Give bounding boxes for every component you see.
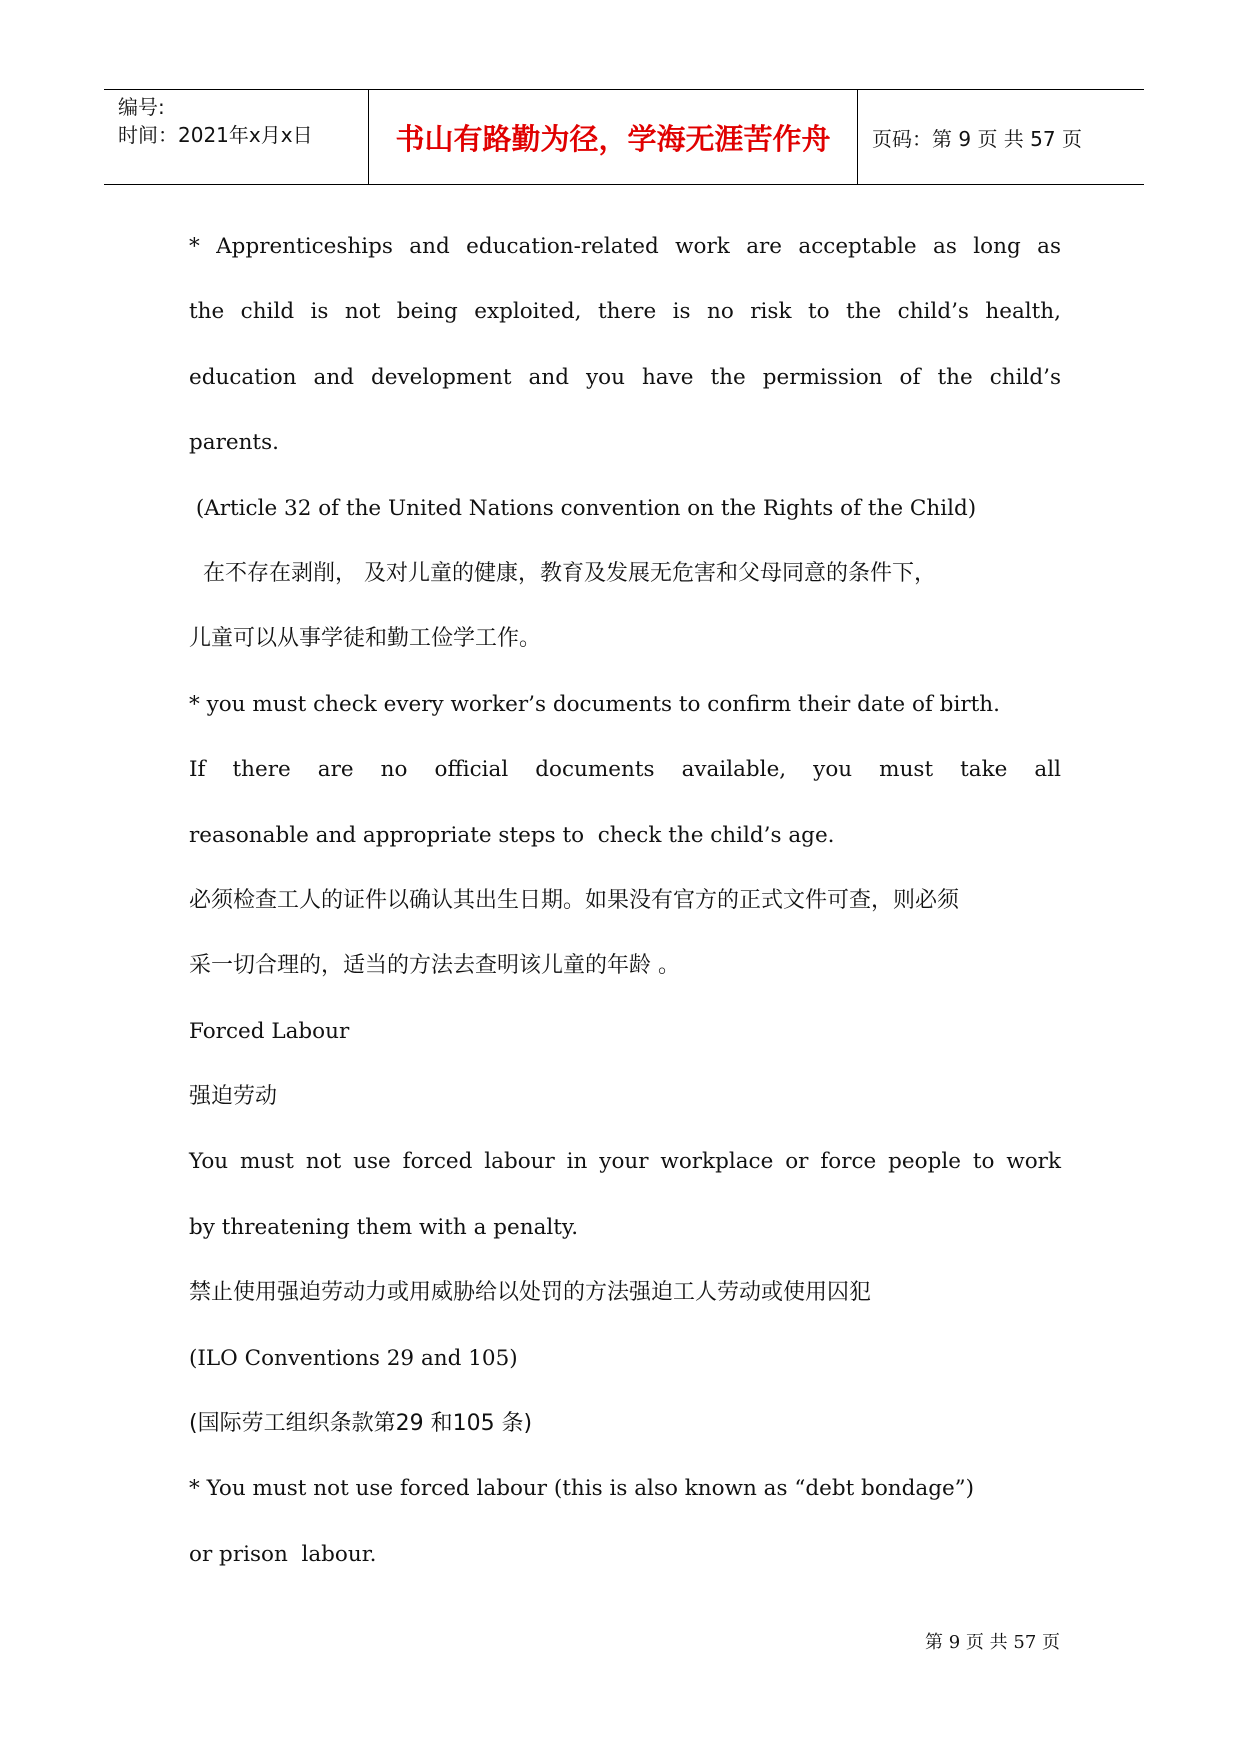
- body-line: (Article 32 of the United Nations convention on the Rights of the Child): [189, 495, 977, 521]
- header-page-cell: [858, 90, 1144, 184]
- page-footer: 第 9 页 共 57 页: [925, 1632, 1060, 1653]
- body-line: * you must check every worker’s documents to confirm their date of birth.: [189, 691, 1000, 717]
- body-line: * You must not use forced labour (this is also known as “debt bondage”): [189, 1476, 975, 1502]
- header-motto-cell: [368, 90, 858, 184]
- section-heading: Forced Labour: [189, 1018, 350, 1044]
- page-info: 页码：第 9 页 共 57 页: [872, 126, 1082, 151]
- body-line: education and development and you have the permission of the child’s: [189, 364, 1061, 390]
- document-header: [104, 89, 1144, 185]
- time-label: 时间：2021年x月x日: [118, 123, 313, 147]
- body-line: 采一切合理的，适当的方法去查明该儿童的年龄 。: [189, 953, 680, 979]
- body-line: or prison labour.: [189, 1541, 377, 1567]
- body-line: reasonable and appropriate steps to check the child’s age.: [189, 822, 835, 848]
- body-line: If there are no official documents available, you must take all: [189, 757, 1061, 783]
- body-line: * Apprenticeships and education-related work are acceptable as long as: [189, 234, 1061, 259]
- body-line: 必须检查工人的证件以确认其出生日期。如果没有官方的正式文件可查，则必须: [189, 887, 960, 913]
- header-meta-cell: [104, 90, 368, 184]
- body-line: You must not use forced labour in your workplace or force people to work: [189, 1149, 1061, 1175]
- body-line: 在不存在剥削， 及对儿童的健康，教育及发展无危害和父母同意的条件下，: [189, 560, 936, 586]
- body-line: (国际劳工组织条款第29 和105 条): [189, 1411, 533, 1437]
- document-body: [189, 214, 1061, 1587]
- motto-text: 书山有路勤为径，学海无涯苦作舟: [395, 121, 831, 156]
- number-label: 编号:: [118, 95, 165, 119]
- body-line: the child is not being exploited, there is no risk to the child’s health,: [189, 299, 1061, 325]
- body-line: (ILO Conventions 29 and 105): [189, 1345, 518, 1371]
- body-line: 禁止使用强迫劳动力或用威胁给以处罚的方法强迫工人劳动或使用囚犯: [189, 1280, 872, 1306]
- body-line: 儿童可以从事学徒和勤工俭学工作。: [189, 626, 542, 652]
- body-line: by threatening them with a penalty.: [189, 1214, 579, 1240]
- body-line: parents.: [189, 430, 279, 456]
- section-heading-cn: 强迫劳动: [189, 1084, 278, 1110]
